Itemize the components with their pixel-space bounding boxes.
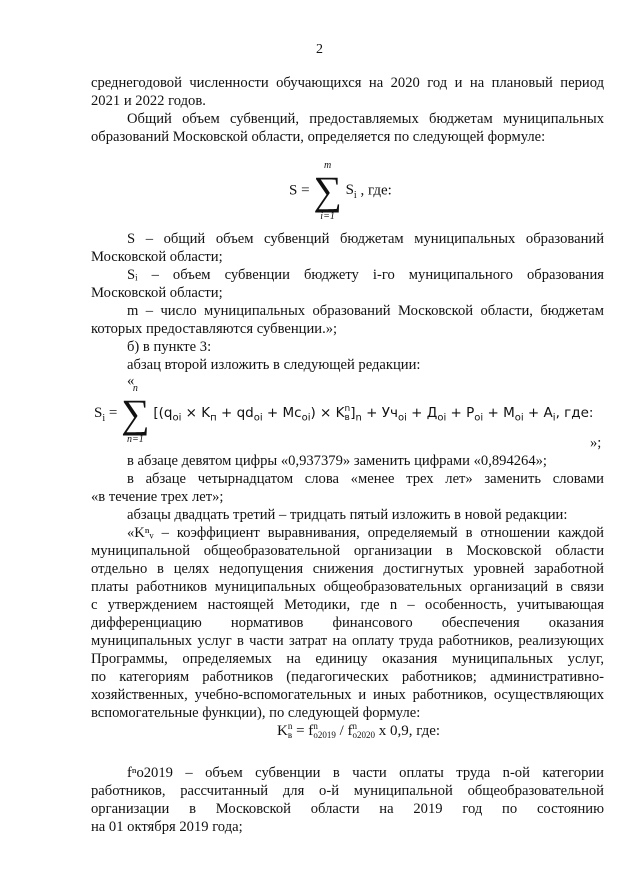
formula-tail: , где: xyxy=(360,182,392,199)
text-line: муниципальной общеобразовательной организации в Московской области xyxy=(91,543,604,559)
text-line: Московской области; xyxy=(91,249,223,265)
sum-upper-limit: n xyxy=(132,383,138,394)
sum-operator: m ∑ i=1 xyxy=(313,160,342,222)
formula-body: [$(q_{oi} \times K_п + qd_{oi} + Mc_{oi}) \times K$ n в ]$_n + Уч_{oi} + Д_{oi} + P_{oi} + M_{oi} + A_i$, где: xyxy=(153,403,594,424)
formula-total-subvention: S = m ∑ i=1 $S_i$ , где: xyxy=(289,160,392,222)
text-line: «Kⁿᵥ – коэффициент выравнивания, определяемый в отношении каждой xyxy=(127,525,604,541)
sum-operator: n ∑ n=1 xyxy=(121,383,150,445)
text-line: которых предоставляются субвенции.»; xyxy=(91,321,338,337)
text-line: по категориям работников (педагогических работников; административно- xyxy=(91,669,604,685)
formula-municipal-subvention: $S_i$ = n ∑ n=1 [$(q_{oi} \times K_п + qd_{oi} + Mc_{oi}) \times K$ n в ]$_n + Уч_{oi} + Д_{oi} + P_{oi} + M_{oi} + A_i$, где: xyxy=(94,383,594,445)
text-line: m – число муниципальных образований Московской области, бюджетам xyxy=(127,303,604,319)
sum-lower-limit: i=1 xyxy=(320,211,335,222)
text-line: 2021 и 2022 годов. xyxy=(91,93,206,109)
text-line: Sᵢ – объем субвенции бюджету i-го муниципального образования xyxy=(127,267,604,283)
text-line: «в течение трех лет»; xyxy=(91,489,224,505)
text-line: Общий объем субвенций, предоставляемых бюджетам муниципальных xyxy=(127,111,604,127)
opening-quote: « xyxy=(127,373,135,389)
text-line: Московской области; xyxy=(91,285,223,301)
page-number: 2 xyxy=(316,42,323,57)
text-line: абзацы двадцать третий – тридцать пятый изложить в новой редакции: xyxy=(127,507,568,523)
formula-lhs: S = xyxy=(289,182,314,199)
text-line: работников, рассчитанный для о-й муниципальной общеобразовательной xyxy=(91,783,604,799)
text-line: на 01 октября 2019 года; xyxy=(91,819,243,835)
closing-quote: »; xyxy=(590,435,602,451)
text-line: Программы, определяемых на единицу оказания муниципальных услуг, xyxy=(91,651,604,667)
text-line: с утверждением настоящей Методики, где n – особенность, учитывающая xyxy=(91,597,604,613)
text-line: вспомогательные функции), по следующей формуле: xyxy=(91,705,421,721)
text-line: абзац второй изложить в следующей редакции: xyxy=(127,357,421,373)
text-line: платы работников муниципальных общеобразовательных организаций в связи xyxy=(91,579,604,595)
text-line: дифференциацию нормативов финансового обеспечения оказания xyxy=(91,615,604,631)
text-line: муниципальных услуг в части затрат на оплату труда работников, реализующих xyxy=(91,633,604,649)
sum-upper-limit: m xyxy=(323,160,332,171)
text-line: fⁿо2019 – объем субвенции в части оплаты труда n-ой категории xyxy=(127,765,604,781)
text-line: S – общий объем субвенций бюджетам муниципальных образований xyxy=(127,231,604,247)
formula-equalization-coefficient: K n в = f n o2019 / f n o2020 x 0,9, где: xyxy=(277,721,441,740)
text-line: в абзаце девятом цифры «0,937379» заменить цифрами «0,894264»; xyxy=(127,453,547,469)
text-line: отдельно в целях недопущения снижения достигнутых уровней заработной xyxy=(91,561,604,577)
sum-lower-limit: n=1 xyxy=(126,434,144,445)
text-line: организации в Московской области на 2019 год по состоянию xyxy=(91,801,604,817)
text-line: б) в пункте 3: xyxy=(127,339,212,355)
text-line: образований Московской области, определяется по следующей формуле: xyxy=(91,129,546,145)
text-line: среднегодовой численности обучающихся на 2020 год и на плановый период xyxy=(91,75,604,91)
text-line: хозяйственных, учебно-вспомогательных и иных работников, осуществляющих xyxy=(91,687,604,703)
text-line: в абзаце четырнадцатом слова «менее трех лет» заменить словами xyxy=(127,471,604,487)
